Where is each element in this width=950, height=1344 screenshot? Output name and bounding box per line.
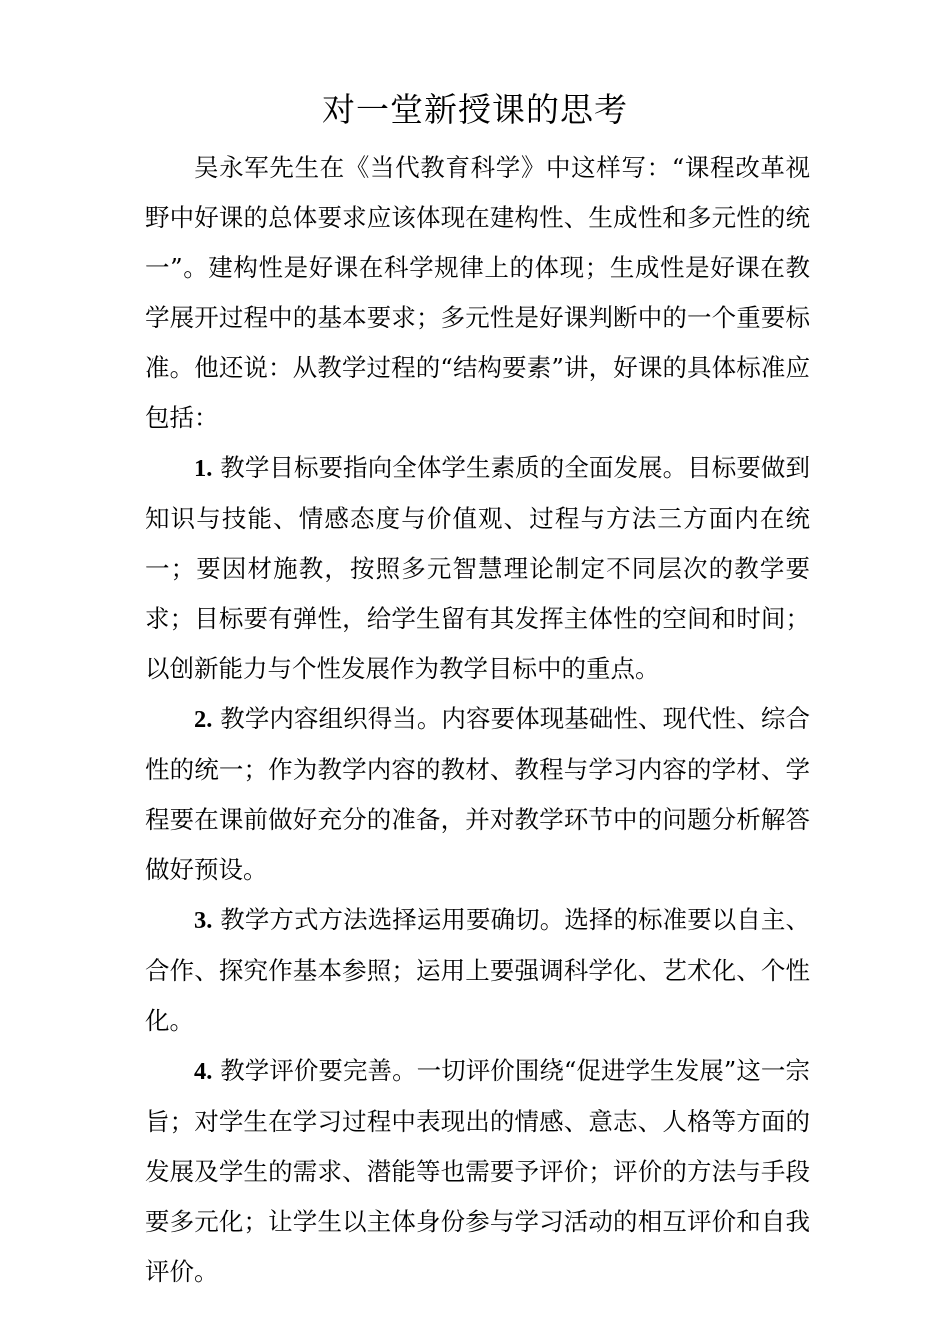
document-body	[145, 143, 810, 1297]
item-text: 教学方式方法选择运用要确切。选择的标准要以自主、合作、探究作基本参照；运用上要强调科学化、艺术化、个性化。	[145, 905, 810, 1035]
item-number: 3.	[194, 907, 213, 934]
item-number: 4.	[194, 1058, 213, 1085]
list-item	[145, 1046, 810, 1297]
list-item	[145, 895, 810, 1046]
document-title: 对一堂新授课的思考	[322, 90, 628, 129]
item-text: 教学评价要完善。一切评价围绕“促进学生发展”这一宗旨；对学生在学习过程中表现出的情感、意志、人格等方面的发展及学生的需求、潜能等也需要予评价；评价的方法与手段要多元化；让学生以主体身份参与学习活动的相互评价和自我评价。	[145, 1056, 810, 1286]
intro-paragraph: 吴永军先生在《当代教育科学》中这样写：“课程改革视野中好课的总体要求应该体现在建构性、生成性和多元性的统一”。建构性是好课在科学规律上的体现；生成性是好课在教学展开过程中的基本要求；多元性是好课判断中的一个重要标准。他还说：从教学过程的“结构要素”讲，好课的具体标准应包括：	[145, 153, 810, 432]
item-number: 2.	[194, 706, 213, 733]
item-text: 教学目标要指向全体学生素质的全面发展。目标要做到知识与技能、情感态度与价值观、过程与方法三方面内在统一；要因材施教，按照多元智慧理论制定不同层次的教学要求；目标要有弹性，给学生留有其发挥主体性的空间和时间；以创新能力与个性发展作为教学目标中的重点。	[145, 453, 810, 683]
item-text: 教学内容组织得当。内容要体现基础性、现代性、综合性的统一；作为教学内容的教材、教程与学习内容的学材、学程要在课前做好充分的准备，并对教学环节中的问题分析解答做好预设。	[145, 704, 810, 884]
item-number: 1.	[194, 455, 213, 482]
list-item	[145, 443, 810, 694]
list-item	[145, 694, 810, 895]
